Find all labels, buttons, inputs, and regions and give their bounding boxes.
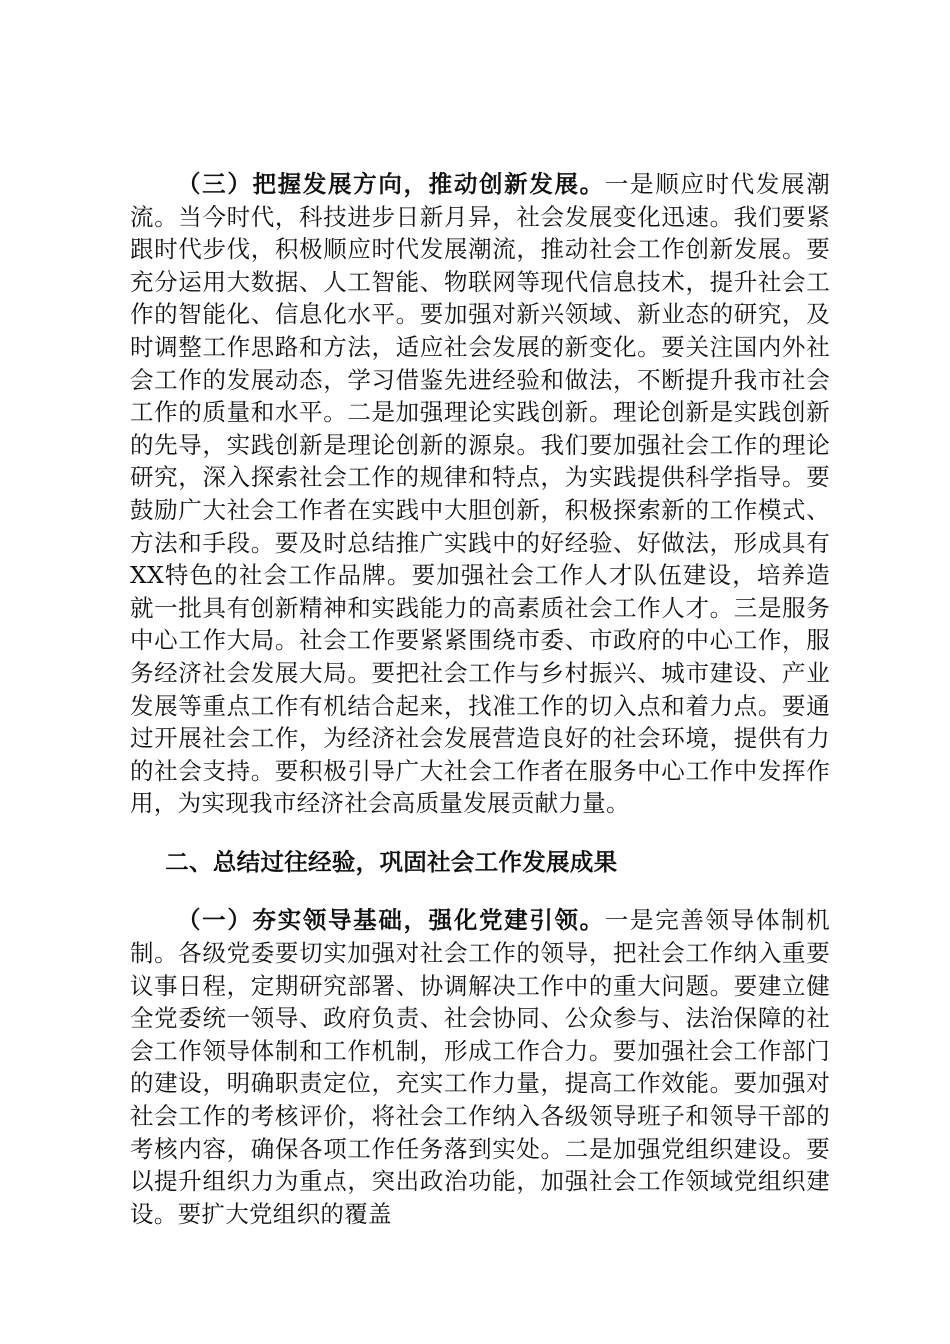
section-3-lead: （三）把握发展方向，推动创新发展。 [177,170,605,198]
section-3-body: 一是顺应时代发展潮流。当今时代，科技进步日新月异，社会发展变化迅速。我们要紧跟时代步伐，积极顺应时代发展潮流，推动社会工作创新发展。要充分运用大数据、人工智能、物联网等现代信息技术，提升社会工作的智能化、信息化水平。要加强对新兴领域、新业态的研究，及时调整工作思路和方法，适应社会发展的新变化。要关注国内外社会工作的发展动态，学习借鉴先进经验和做法，不断提升我市社会工作的质量和水平。二是加强理论实践创新。理论创新是实践创新的先导，实践创新是理论创新的源泉。我们要加强社会工作的理论研究，深入探索社会工作的规律和特点，为实践提供科学指导。要鼓励广大社会工作者在实践中大胆创新，积极探索新的工作模式、方法和手段。要及时总结推广实践中的好经验、好做法，形成具有XX特色的社会工作品牌。要加强社会工作人才队伍建设，培养造就一批具有创新精神和实践能力的高素质社会工作人才。三是服务中心工作大局。社会工作要紧紧围绕市委、市政府的中心工作，服务经济社会发展大局。要把社会工作与乡村振兴、城市建设、产业发展等重点工作有机结合起来，找准工作的切入点和着力点。要通过开展社会工作，为经济社会发展营造良好的社会环境，提供有力的社会支持。要积极引导广大社会工作者在服务中心工作中发挥作用，为实现我市经济社会高质量发展贡献力量。 [130,170,830,818]
section-3-paragraph [130,168,830,820]
section-1-paragraph [130,904,830,1230]
heading-2: 二、总结过往经验，巩固社会工作发展成果 [165,847,618,876]
section-1-body: 一是完善领导体制机制。各级党委要切实加强对社会工作的领导，把社会工作纳入重要议事日程，定期研究部署、协调解决工作中的重大问题。要建立健全党委统一领导、政府负责、社会协同、公众参与、法治保障的社会工作领导体制和工作机制，形成工作合力。要加强社会工作部门的建设，明确职责定位，充实工作力量，提高工作效能。要加强对社会工作的考核评价，将社会工作纳入各级领导班子和领导干部的考核内容，确保各项工作任务落到实处。二是加强党组织建设。要以提升组织力为重点，突出政治功能，加强社会工作领域党组织建设。要扩大党组织的覆盖 [130,906,830,1228]
document-page [130,168,830,1230]
section-1-lead: （一）夯实领导基础，强化党建引领。 [177,906,605,935]
